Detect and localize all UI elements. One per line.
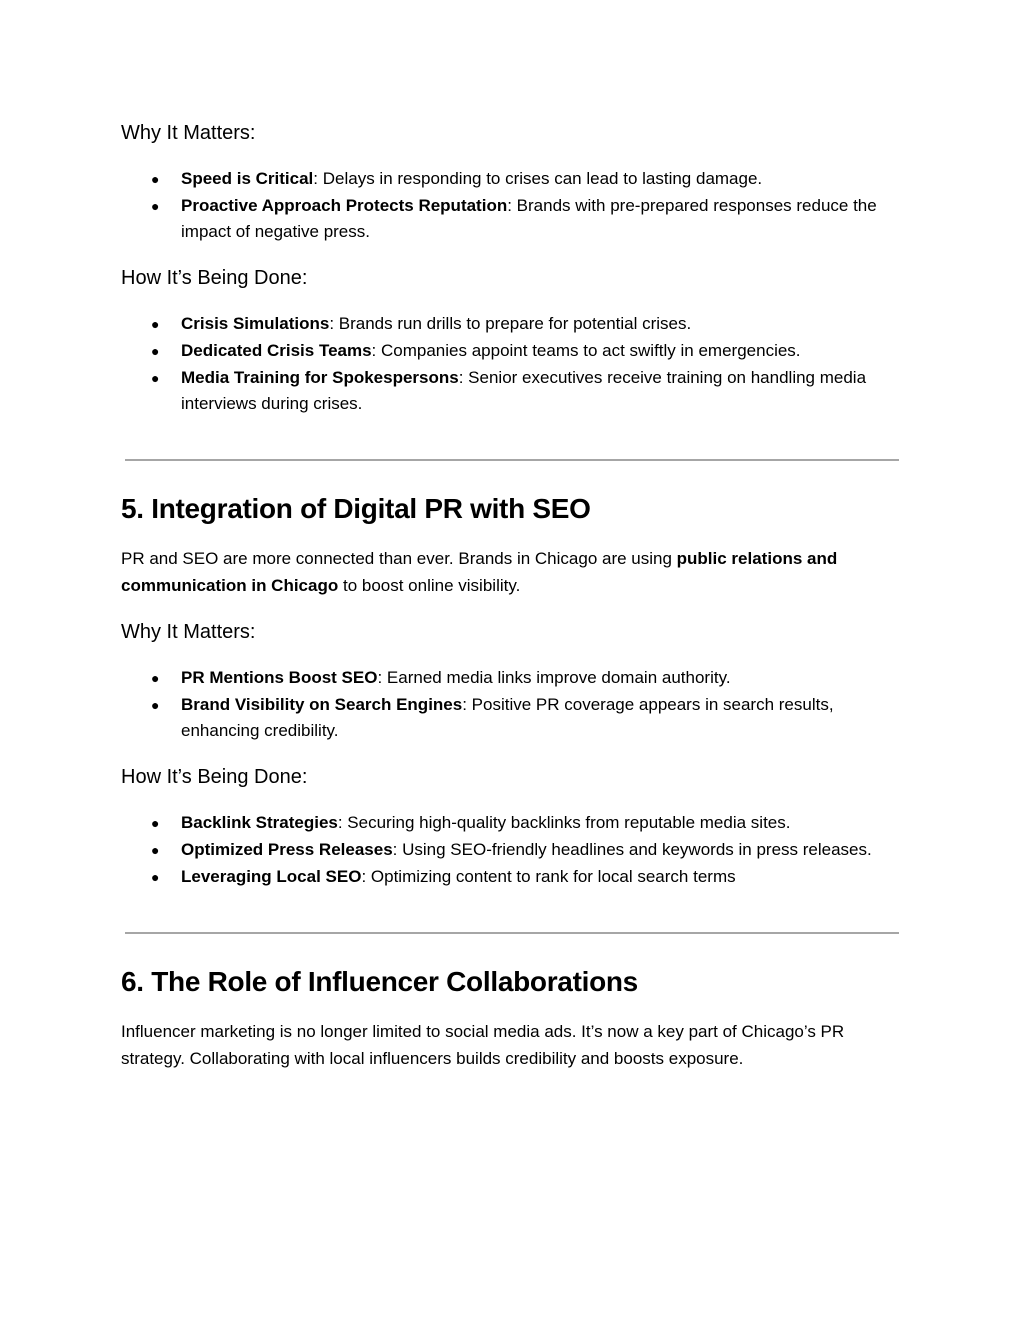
bullet-icon: ●	[151, 198, 160, 214]
list-item-term: Leveraging Local SEO	[181, 867, 362, 886]
list-item-term: Proactive Approach Protects Reputation	[181, 196, 508, 215]
list-item-text: : Brands with pre-prepared responses reduce the impact of negative press.	[181, 196, 877, 241]
bullet-icon: ●	[151, 815, 160, 831]
list-item	[121, 166, 901, 192]
bullet-icon: ●	[151, 869, 160, 885]
list-item	[121, 692, 901, 744]
section-title-seo: 5. Integration of Digital PR with SEO	[121, 493, 591, 524]
intro-text-end: to boost online visibility.	[338, 576, 521, 595]
bullet-icon: ●	[151, 343, 160, 359]
list-item-text: : Positive PR coverage appears in search results, enhancing credibility.	[181, 695, 834, 740]
list-item-term: Speed is Critical	[181, 169, 314, 188]
intro-text: PR and SEO are more connected than ever. Brands in Chicago are using	[121, 549, 677, 568]
list-item	[121, 837, 901, 863]
section-title-influencer: 6. The Role of Influencer Collaborations	[121, 966, 638, 997]
bullet-icon: ●	[151, 316, 160, 332]
list-item-text: : Companies appoint teams to act swiftly in emergencies.	[371, 341, 801, 360]
how-its-being-done-list	[121, 311, 901, 417]
list-item-term: Media Training for Spokespersons	[181, 368, 459, 387]
list-item-term: Crisis Simulations	[181, 314, 330, 333]
bullet-icon: ●	[151, 697, 160, 713]
list-item-text: : Senior executives receive training on handling media interviews during crises.	[181, 368, 867, 413]
list-item	[121, 193, 901, 245]
list-item-text: : Earned media links improve domain authority.	[377, 668, 731, 687]
list-item	[121, 864, 901, 890]
list-item-text: : Brands run drills to prepare for potential crises.	[329, 314, 692, 333]
list-item	[121, 311, 901, 337]
list-item-term: Dedicated Crisis Teams	[181, 341, 372, 360]
section-intro-paragraph	[121, 545, 901, 599]
list-item	[121, 665, 901, 691]
list-item	[121, 338, 901, 364]
why-it-matters-heading: Why It Matters:	[121, 621, 256, 643]
bullet-icon: ●	[151, 670, 160, 686]
how-its-being-done-heading: How It’s Being Done:	[121, 766, 308, 788]
intro-bold-phrase: public relations and communication in Chicago	[121, 549, 838, 595]
why-it-matters-list	[121, 166, 901, 245]
list-item-term: Backlink Strategies	[181, 813, 338, 832]
page-content	[121, 120, 901, 1092]
list-item-term: PR Mentions Boost SEO	[181, 668, 378, 687]
list-item-term: Optimized Press Releases	[181, 840, 393, 859]
section-divider	[125, 932, 899, 934]
list-item-text: : Delays in responding to crises can lead to lasting damage.	[313, 169, 763, 188]
bullet-icon: ●	[151, 171, 160, 187]
how-its-being-done-heading: How It’s Being Done:	[121, 267, 308, 289]
bullet-icon: ●	[151, 370, 160, 386]
bullet-icon: ●	[151, 842, 160, 858]
how-its-being-done-list	[121, 810, 901, 890]
list-item-text: : Securing high-quality backlinks from reputable media sites.	[337, 813, 791, 832]
list-item-text: : Using SEO-friendly headlines and keywords in press releases.	[392, 840, 872, 859]
list-item-term: Brand Visibility on Search Engines	[181, 695, 463, 714]
section-divider	[125, 459, 899, 461]
list-item	[121, 810, 901, 836]
list-item	[121, 365, 901, 417]
section-intro-paragraph: Influencer marketing is no longer limited to social media ads. It’s now a key part of Chicago’s PR strategy. Collaborating with local influencers builds credibility and boosts exposure.	[121, 1022, 845, 1068]
why-it-matters-heading: Why It Matters:	[121, 122, 256, 144]
list-item-text: : Optimizing content to rank for local search terms	[361, 867, 736, 886]
why-it-matters-list	[121, 665, 901, 744]
